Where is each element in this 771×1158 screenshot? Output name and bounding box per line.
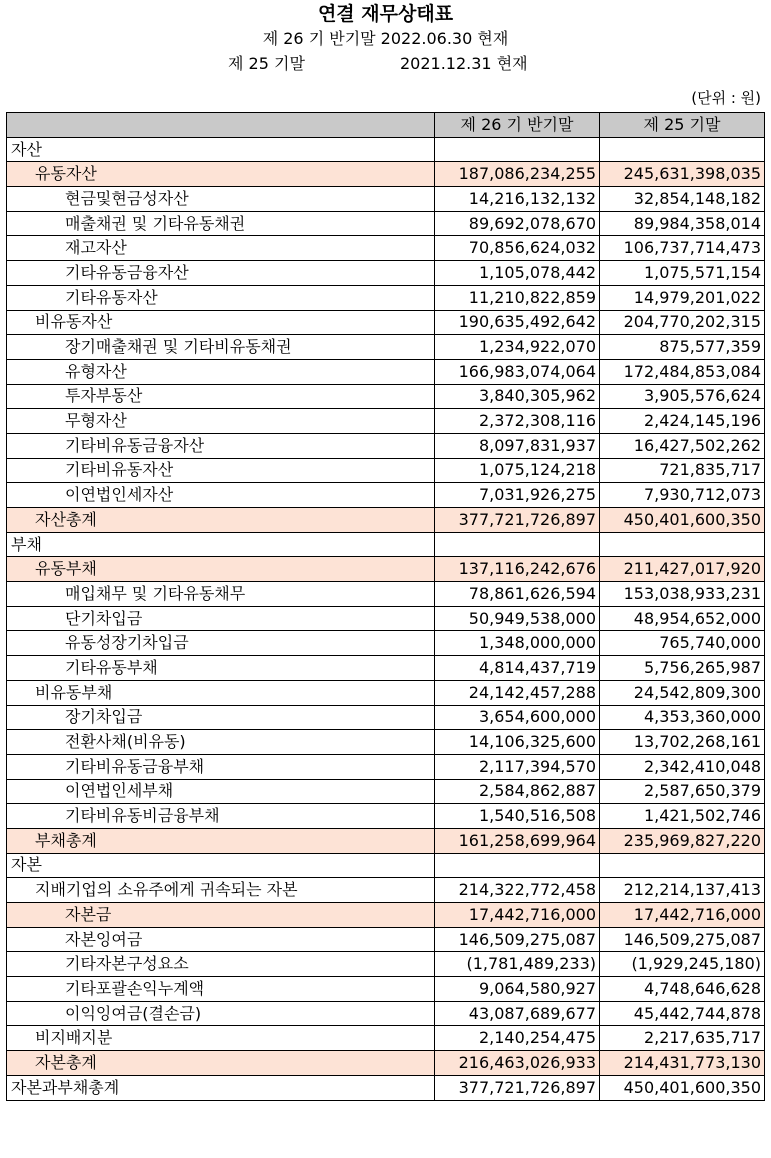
account-label: 비유동자산 [7, 310, 435, 335]
account-label: 재고자산 [7, 236, 435, 261]
table-row [7, 804, 765, 829]
table-row [7, 236, 765, 261]
account-label: 자본잉여금 [7, 927, 435, 952]
table-row [7, 557, 765, 582]
account-label: 기타포괄손익누계액 [7, 977, 435, 1002]
account-label: 지배기업의 소유주에게 귀속되는 자본 [7, 878, 435, 903]
prior-period-value: 4,353,360,000 [600, 705, 765, 730]
table-row [7, 409, 765, 434]
table-row [7, 582, 765, 607]
prior-period-value [600, 853, 765, 878]
current-period-value: 70,856,624,032 [435, 236, 600, 261]
table-row [7, 730, 765, 755]
account-label: 무형자산 [7, 409, 435, 434]
table-row [7, 335, 765, 360]
table-row [7, 359, 765, 384]
account-label: 자산 [7, 137, 435, 162]
prior-period [0, 51, 771, 77]
account-label: 장기차입금 [7, 705, 435, 730]
prior-period-value: 7,930,712,073 [600, 483, 765, 508]
account-label: 기타비유동금융부채 [7, 754, 435, 779]
table-row [7, 137, 765, 162]
prior-period-value: 4,748,646,628 [600, 977, 765, 1002]
table-row [7, 903, 765, 928]
table-row [7, 162, 765, 187]
account-label: 자본과부채총계 [7, 1075, 435, 1100]
table-row [7, 458, 765, 483]
current-period-value: 166,983,074,064 [435, 359, 600, 384]
current-period-value: 161,258,699,964 [435, 828, 600, 853]
account-label: 자산총계 [7, 508, 435, 533]
table-row [7, 853, 765, 878]
header-prior-period: 제 25 기말 [600, 113, 765, 138]
current-period-value: 2,584,862,887 [435, 779, 600, 804]
current-period-value: 190,635,492,642 [435, 310, 600, 335]
prior-period-value [600, 137, 765, 162]
current-period-value: 377,721,726,897 [435, 508, 600, 533]
prior-period-value: 450,401,600,350 [600, 508, 765, 533]
current-period-value: 8,097,831,937 [435, 433, 600, 458]
prior-period-value: 16,427,502,262 [600, 433, 765, 458]
unit-label: (단위 : 원) [691, 89, 761, 107]
current-period-value: 187,086,234,255 [435, 162, 600, 187]
account-label: 매입채무 및 기타유동채무 [7, 582, 435, 607]
table-row [7, 878, 765, 903]
account-label: 유동성장기차입금 [7, 631, 435, 656]
table-row [7, 1001, 765, 1026]
account-label: 전환사채(비유동) [7, 730, 435, 755]
account-label: 기타자본구성요소 [7, 952, 435, 977]
current-period-value [435, 137, 600, 162]
prior-period-value: 245,631,398,035 [600, 162, 765, 187]
current-period-value: 146,509,275,087 [435, 927, 600, 952]
account-label: 유동자산 [7, 162, 435, 187]
current-period-value: 2,140,254,475 [435, 1026, 600, 1051]
table-row [7, 656, 765, 681]
prior-period-value: 106,737,714,473 [600, 236, 765, 261]
prior-period-value: 3,905,576,624 [600, 384, 765, 409]
prior-period-value: 2,587,650,379 [600, 779, 765, 804]
prior-period-value [600, 532, 765, 557]
current-period-value: 43,087,689,677 [435, 1001, 600, 1026]
prior-period-value: 212,214,137,413 [600, 878, 765, 903]
account-label: 투자부동산 [7, 384, 435, 409]
table-row [7, 952, 765, 977]
current-period-value: (1,781,489,233) [435, 952, 600, 977]
current-period-value: 3,654,600,000 [435, 705, 600, 730]
account-label: 기타유동금융자산 [7, 261, 435, 286]
current-period-value: 3,840,305,962 [435, 384, 600, 409]
current-period-value: 11,210,822,859 [435, 285, 600, 310]
account-label: 비지배지분 [7, 1026, 435, 1051]
current-period-value: 1,105,078,442 [435, 261, 600, 286]
table-row [7, 187, 765, 212]
account-label: 이연법인세자산 [7, 483, 435, 508]
account-label: 기타비유동금융자산 [7, 433, 435, 458]
prior-period-value: 45,442,744,878 [600, 1001, 765, 1026]
current-period-value: 14,216,132,132 [435, 187, 600, 212]
account-label: 부채 [7, 532, 435, 557]
current-period-value: 2,117,394,570 [435, 754, 600, 779]
account-label: 자본 [7, 853, 435, 878]
prior-period-value: 89,984,358,014 [600, 211, 765, 236]
prior-period-value: 146,509,275,087 [600, 927, 765, 952]
prior-period-value: (1,929,245,180) [600, 952, 765, 977]
table-row [7, 631, 765, 656]
prior-period-value: 172,484,853,084 [600, 359, 765, 384]
prior-period-value: 2,424,145,196 [600, 409, 765, 434]
prior-period-label: 제 25 기말 [228, 54, 305, 73]
current-period: 제 26 기 반기말 2022.06.30 현재 [262, 29, 509, 48]
current-period-value: 9,064,580,927 [435, 977, 600, 1002]
table-row [7, 606, 765, 631]
prior-period-value: 13,702,268,161 [600, 730, 765, 755]
prior-period-value: 24,542,809,300 [600, 680, 765, 705]
table-row [7, 310, 765, 335]
account-label: 유형자산 [7, 359, 435, 384]
table-row [7, 532, 765, 557]
table-body [7, 137, 765, 1100]
table-row [7, 1051, 765, 1076]
table-row [7, 384, 765, 409]
current-period-value: 24,142,457,288 [435, 680, 600, 705]
account-label: 부채총계 [7, 828, 435, 853]
current-period-value: 89,692,078,670 [435, 211, 600, 236]
prior-period-value: 214,431,773,130 [600, 1051, 765, 1076]
account-label: 이익잉여금(결손금) [7, 1001, 435, 1026]
table-row [7, 211, 765, 236]
table-row [7, 828, 765, 853]
prior-period-value: 1,421,502,746 [600, 804, 765, 829]
account-label: 자본금 [7, 903, 435, 928]
prior-period-value: 14,979,201,022 [600, 285, 765, 310]
table-row [7, 705, 765, 730]
current-period-value: 137,116,242,676 [435, 557, 600, 582]
table-header-row [7, 113, 765, 138]
account-label: 단기차입금 [7, 606, 435, 631]
current-period-value [435, 532, 600, 557]
prior-period-value: 204,770,202,315 [600, 310, 765, 335]
document-title: 연결 재무상태표 [317, 3, 454, 25]
prior-period-value: 721,835,717 [600, 458, 765, 483]
account-label: 현금및현금성자산 [7, 187, 435, 212]
prior-period-value: 2,217,635,717 [600, 1026, 765, 1051]
current-period-value: 7,031,926,275 [435, 483, 600, 508]
account-label: 비유동부채 [7, 680, 435, 705]
table-row [7, 680, 765, 705]
current-period-value: 1,075,124,218 [435, 458, 600, 483]
current-period-value: 78,861,626,594 [435, 582, 600, 607]
current-period-value [435, 853, 600, 878]
prior-period-value: 235,969,827,220 [600, 828, 765, 853]
table-row [7, 779, 765, 804]
account-label: 매출채권 및 기타유동채권 [7, 211, 435, 236]
prior-period-value: 2,342,410,048 [600, 754, 765, 779]
account-label: 자본총계 [7, 1051, 435, 1076]
table-row [7, 927, 765, 952]
prior-period-value: 765,740,000 [600, 631, 765, 656]
document-header [0, 0, 771, 77]
prior-period-value: 1,075,571,154 [600, 261, 765, 286]
prior-period-value: 211,427,017,920 [600, 557, 765, 582]
table-row [7, 483, 765, 508]
account-label: 기타비유동자산 [7, 458, 435, 483]
current-period-value: 50,949,538,000 [435, 606, 600, 631]
current-period-value: 1,540,516,508 [435, 804, 600, 829]
prior-period-value: 5,756,265,987 [600, 656, 765, 681]
account-label: 기타유동자산 [7, 285, 435, 310]
current-period-value: 2,372,308,116 [435, 409, 600, 434]
table-row [7, 977, 765, 1002]
account-label: 장기매출채권 및 기타비유동채권 [7, 335, 435, 360]
prior-period-value: 32,854,148,182 [600, 187, 765, 212]
prior-period-value: 450,401,600,350 [600, 1075, 765, 1100]
prior-period-value: 48,954,652,000 [600, 606, 765, 631]
table-row [7, 261, 765, 286]
current-period-value: 214,322,772,458 [435, 878, 600, 903]
table-row [7, 285, 765, 310]
current-period-value: 14,106,325,600 [435, 730, 600, 755]
prior-period-value: 875,577,359 [600, 335, 765, 360]
prior-period-date: 2021.12.31 현재 [400, 54, 528, 73]
current-period-value: 1,348,000,000 [435, 631, 600, 656]
account-label: 이연법인세부채 [7, 779, 435, 804]
prior-period-value: 153,038,933,231 [600, 582, 765, 607]
current-period-value: 17,442,716,000 [435, 903, 600, 928]
current-period-value: 4,814,437,719 [435, 656, 600, 681]
account-label: 기타유동부채 [7, 656, 435, 681]
table-row [7, 433, 765, 458]
header-current-period: 제 26 기 반기말 [435, 113, 600, 138]
account-label: 기타비유동비금융부채 [7, 804, 435, 829]
current-period-value: 1,234,922,070 [435, 335, 600, 360]
table-row [7, 1026, 765, 1051]
table-row [7, 754, 765, 779]
account-label: 유동부채 [7, 557, 435, 582]
current-period-value: 377,721,726,897 [435, 1075, 600, 1100]
current-period-value: 216,463,026,933 [435, 1051, 600, 1076]
header-account [7, 113, 435, 138]
table-row [7, 1075, 765, 1100]
prior-period-value: 17,442,716,000 [600, 903, 765, 928]
table-row [7, 508, 765, 533]
balance-sheet-table [6, 112, 765, 1101]
